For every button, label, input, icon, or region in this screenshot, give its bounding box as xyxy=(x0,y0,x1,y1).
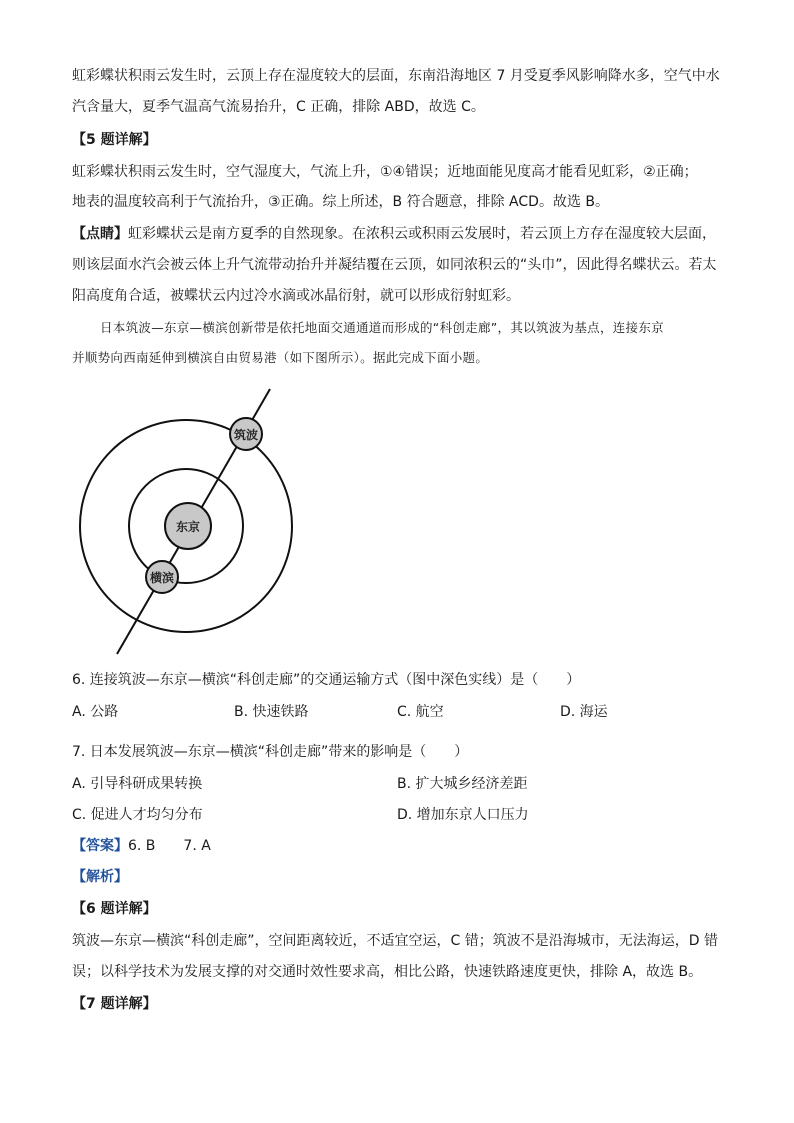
paragraph-line: 地表的温度较高利于气流抬升，③正确。综上所述，B 符合题意，排除 ACD。故选 B。 xyxy=(72,194,609,210)
question-intro: 日本筑波—东京—横滨创新带是依托地面交通通道而形成的“科创走廊”，其以筑波为基点，连接东京 xyxy=(100,320,664,335)
q6-option-b: B. 快速铁路 xyxy=(234,704,309,720)
paragraph-line: 则该层面水汽会被云体上升气流带动抬升并凝结覆在云顶，如同浓积云的“头巾”，因此得名蝶状云。若太 xyxy=(72,257,717,273)
q7-option-b: B. 扩大城乡经济差距 xyxy=(397,776,528,792)
q7-stem: 7. 日本发展筑波—东京—横滨“科创走廊”带来的影响是（ ） xyxy=(72,744,469,760)
q7-detail-header: 【7 题详解】 xyxy=(72,996,157,1012)
q6-option-d: D. 海运 xyxy=(560,704,608,720)
tokyo-label: 东京 xyxy=(175,520,201,534)
q7-option-d: D. 增加东京人口压力 xyxy=(397,807,529,823)
q6-stem: 6. 连接筑波—东京—横滨“科创走廊”的交通运输方式（图中深色实线）是（ ） xyxy=(72,672,581,688)
yokohama-label: 横滨 xyxy=(149,571,175,585)
tip-text: 虹彩蝶状云是南方夏季的自然现象。在浓积云或积雨云发展时，若云顶上方存在湿度较大层面， xyxy=(128,226,716,242)
q7-option-c: C. 促进人才均匀分布 xyxy=(72,807,203,823)
paragraph-line: 筑波—东京—横滨“科创走廊”，空间距离较近，不适宜空运，C 错；筑波不是沿海城市，无法海运，D 错 xyxy=(72,933,718,949)
answer-line xyxy=(72,836,211,856)
paragraph-line: 误；以科学技术为发展支撑的对交通时效性要求高，相比公路，快速铁路速度更快，排除 A，故选 B。 xyxy=(72,964,703,980)
paragraph-line: 汽含量大，夏季气温高气流易抬升，C 正确，排除 ABD，故选 C。 xyxy=(72,99,485,115)
corridor-diagram xyxy=(70,385,300,660)
q6-option-c: C. 航空 xyxy=(397,704,444,720)
tsukuba-label: 筑波 xyxy=(233,428,259,442)
tip-paragraph-line xyxy=(72,224,716,244)
answer-text: 6. B 7. A xyxy=(128,838,211,854)
q5-detail-header: 【5 题详解】 xyxy=(72,132,157,148)
q6-option-a: A. 公路 xyxy=(72,704,119,720)
paragraph-line: 虹彩蝶状积雨云发生时，空气湿度大，气流上升，①④错误；近地面能见度高才能看见虹彩，②正确； xyxy=(72,164,698,180)
question-intro: 并顺势向西南延伸到横滨自由贸易港（如下图所示）。据此完成下面小题。 xyxy=(72,350,489,365)
analysis-label: 【解析】 xyxy=(72,869,128,885)
answer-label: 【答案】 xyxy=(72,838,128,854)
paragraph-line: 虹彩蝶状积雨云发生时，云顶上存在湿度较大的层面，东南沿海地区 7 月受夏季风影响降水多，空气中水 xyxy=(72,68,720,84)
tip-label: 【点睛】 xyxy=(72,226,128,242)
paragraph-line: 阳高度角合适，被蝶状云内过冷水滴或冰晶衍射，就可以形成衍射虹彩。 xyxy=(72,288,520,304)
q7-option-a: A. 引导科研成果转换 xyxy=(72,776,203,792)
q6-detail-header: 【6 题详解】 xyxy=(72,901,157,917)
